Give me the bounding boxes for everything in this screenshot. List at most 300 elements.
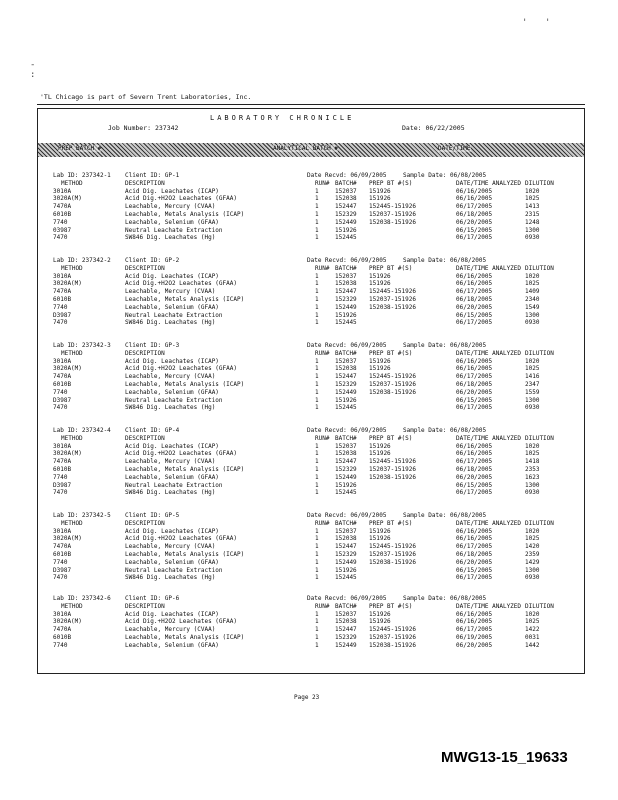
method-code: 7470A	[53, 373, 72, 381]
batch-number: 152447	[335, 288, 357, 296]
analyzed-date: 06/18/2005	[456, 380, 493, 388]
method-description: Neutral Leachate Extraction	[125, 311, 223, 319]
table-row	[53, 489, 573, 497]
analyzed-date: 06/18/2005	[456, 295, 493, 303]
analyzed-time: 2359	[525, 550, 540, 558]
col-method: METHOD	[61, 179, 83, 187]
sample-date: Sample Date: 06/08/2005	[403, 342, 487, 349]
prep-batch: 151926	[369, 450, 391, 458]
prep-batch: 151926	[369, 442, 391, 450]
prep-batch: 152037-151926	[369, 465, 416, 473]
batch-number: 152038	[335, 535, 357, 543]
column-header	[53, 520, 573, 528]
method-code: 7470	[53, 319, 68, 327]
col-run: RUN#	[315, 434, 330, 442]
sample-block	[53, 427, 573, 497]
run-number: 1	[315, 373, 319, 381]
col-method: METHOD	[61, 349, 83, 357]
lab-id: Lab ID: 237342-1	[53, 172, 111, 179]
table-row	[53, 626, 573, 634]
method-code: 3020A(M)	[53, 618, 82, 626]
method-description: Acid Dig.+H2O2 Leachates (GFAA)	[125, 280, 237, 288]
run-number: 1	[315, 234, 319, 242]
run-number: 1	[315, 311, 319, 319]
fax-band-left: PREP BATCH #	[58, 145, 102, 152]
sample-block	[53, 512, 573, 582]
run-number: 1	[315, 558, 319, 566]
table-row	[53, 559, 573, 567]
method-code: 3010A	[53, 187, 72, 195]
analyzed-time: 0930	[525, 234, 540, 242]
table-row	[53, 203, 573, 211]
analyzed-time: 1559	[525, 388, 540, 396]
batch-number: 151926	[335, 481, 357, 489]
batch-number: 152037	[335, 610, 357, 618]
col-method: METHOD	[61, 602, 83, 610]
table-row	[53, 288, 573, 296]
sample-header	[53, 595, 573, 603]
batch-number: 152447	[335, 543, 357, 551]
analyzed-date: 06/20/2005	[456, 303, 493, 311]
table-row	[53, 634, 573, 642]
analyzed-date: 06/16/2005	[456, 450, 493, 458]
analyzed-time: 1300	[525, 566, 540, 574]
batch-number: 151926	[335, 566, 357, 574]
analyzed-time: 1020	[525, 527, 540, 535]
column-header	[53, 180, 573, 188]
run-number: 1	[315, 226, 319, 234]
method-description: Leachable, Mercury (CVAA)	[125, 626, 216, 634]
table-row	[53, 450, 573, 458]
batch-number: 152038	[335, 618, 357, 626]
col-dilution: DILUTION	[525, 434, 554, 442]
table-row	[53, 227, 573, 235]
method-description: Leachable, Mercury (CVAA)	[125, 543, 216, 551]
analyzed-time: 1025	[525, 535, 540, 543]
analyzed-date: 06/18/2005	[456, 210, 493, 218]
analyzed-date: 06/15/2005	[456, 226, 493, 234]
analyzed-date: 06/18/2005	[456, 465, 493, 473]
analyzed-date: 06/18/2005	[456, 550, 493, 558]
analyzed-time: 2353	[525, 465, 540, 473]
analyzed-time: 1020	[525, 357, 540, 365]
prep-batch: 152038-151926	[369, 303, 416, 311]
lab-id: Lab ID: 237342-3	[53, 342, 111, 349]
date-received: Date Recvd: 06/09/2005	[307, 172, 387, 179]
prep-batch: 151926	[369, 280, 391, 288]
method-description: Leachable, Metals Analysis (ICAP)	[125, 295, 245, 303]
method-code: 7470	[53, 574, 68, 582]
col-run: RUN#	[315, 264, 330, 272]
col-batch: BATCH#	[335, 349, 357, 357]
method-code: D3987	[53, 396, 72, 404]
col-prep: PREP BT #(S)	[369, 264, 413, 272]
date-received: Date Recvd: 06/09/2005	[307, 342, 387, 349]
method-description: Leachable, Selenium (GFAA)	[125, 641, 219, 649]
run-number: 1	[315, 489, 319, 497]
analyzed-time: 1025	[525, 195, 540, 203]
sample-block	[53, 172, 573, 242]
run-number: 1	[315, 210, 319, 218]
run-number: 1	[315, 473, 319, 481]
sample-date: Sample Date: 06/08/2005	[403, 595, 487, 602]
run-number: 1	[315, 566, 319, 574]
method-code: 7470	[53, 489, 68, 497]
analyzed-date: 06/17/2005	[456, 543, 493, 551]
prep-batch: 152445-151926	[369, 203, 416, 211]
prep-batch: 152445-151926	[369, 373, 416, 381]
analyzed-time: 0930	[525, 404, 540, 412]
date-received: Date Recvd: 06/09/2005	[307, 512, 387, 519]
analyzed-time: 1409	[525, 288, 540, 296]
batch-number: 152038	[335, 365, 357, 373]
col-datetime: DATE/TIME ANALYZED	[456, 519, 522, 527]
table-row	[53, 211, 573, 219]
table-row	[53, 458, 573, 466]
col-datetime: DATE/TIME ANALYZED	[456, 264, 522, 272]
client-id: Client ID: GP-4	[125, 427, 180, 434]
batch-number: 151926	[335, 396, 357, 404]
method-code: 7740	[53, 388, 68, 396]
table-row	[53, 535, 573, 543]
prep-batch: 152038-151926	[369, 388, 416, 396]
analyzed-date: 06/17/2005	[456, 319, 493, 327]
run-number: 1	[315, 218, 319, 226]
batch-number: 152447	[335, 626, 357, 634]
client-id: Client ID: GP-2	[125, 257, 180, 264]
batch-number: 152445	[335, 234, 357, 242]
analyzed-date: 06/16/2005	[456, 442, 493, 450]
analyzed-time: 1442	[525, 641, 540, 649]
method-code: 6010B	[53, 633, 72, 641]
method-description: Acid Dig. Leachates (ICAP)	[125, 527, 219, 535]
col-datetime: DATE/TIME ANALYZED	[456, 434, 522, 442]
method-code: 7470	[53, 234, 68, 242]
sample-block	[53, 595, 573, 650]
batch-number: 152037	[335, 272, 357, 280]
method-description: SW846 Dig. Leachates (Hg)	[125, 319, 216, 327]
run-number: 1	[315, 535, 319, 543]
analyzed-time: 1025	[525, 450, 540, 458]
method-description: Leachable, Selenium (GFAA)	[125, 303, 219, 311]
method-code: D3987	[53, 566, 72, 574]
method-code: 7740	[53, 218, 68, 226]
method-description: Acid Dig.+H2O2 Leachates (GFAA)	[125, 365, 237, 373]
table-row	[53, 466, 573, 474]
header-note: 'TL Chicago is part of Severn Trent Laboratories, Inc.	[40, 93, 252, 101]
method-code: 03987	[53, 226, 72, 234]
run-number: 1	[315, 633, 319, 641]
analyzed-time: 1420	[525, 543, 540, 551]
bates-stamp: MWG13-15_19633	[441, 749, 568, 766]
col-description: DESCRIPTION	[125, 602, 165, 610]
analyzed-time: 1020	[525, 272, 540, 280]
analyzed-time: 1025	[525, 365, 540, 373]
method-code: 3020A(M)	[53, 450, 82, 458]
method-description: Acid Dig.+H2O2 Leachates (GFAA)	[125, 195, 237, 203]
analyzed-time: 1429	[525, 558, 540, 566]
prep-batch: 152445-151926	[369, 543, 416, 551]
method-description: Acid Dig.+H2O2 Leachates (GFAA)	[125, 618, 237, 626]
sample-date: Sample Date: 06/08/2005	[403, 172, 487, 179]
col-dilution: DILUTION	[525, 602, 554, 610]
analyzed-time: 1300	[525, 396, 540, 404]
batch-number: 152329	[335, 550, 357, 558]
batch-number: 152449	[335, 218, 357, 226]
analyzed-time: 0930	[525, 574, 540, 582]
sample-block	[53, 342, 573, 412]
run-number: 1	[315, 365, 319, 373]
batch-number: 152037	[335, 527, 357, 535]
method-code: 7470A	[53, 288, 72, 296]
col-dilution: DILUTION	[525, 264, 554, 272]
col-prep: PREP BT #(S)	[369, 179, 413, 187]
analyzed-date: 06/16/2005	[456, 195, 493, 203]
analyzed-time: 1623	[525, 473, 540, 481]
sample-date: Sample Date: 06/08/2005	[403, 427, 487, 434]
method-code: D3987	[53, 481, 72, 489]
col-description: DESCRIPTION	[125, 264, 165, 272]
analyzed-time: 1413	[525, 203, 540, 211]
prep-batch: 152038-151926	[369, 558, 416, 566]
sample-header	[53, 342, 573, 350]
analyzed-date: 06/20/2005	[456, 473, 493, 481]
col-batch: BATCH#	[335, 519, 357, 527]
run-number: 1	[315, 195, 319, 203]
method-code: 7470A	[53, 203, 72, 211]
col-method: METHOD	[61, 264, 83, 272]
table-row	[53, 443, 573, 451]
table-row	[53, 358, 573, 366]
run-number: 1	[315, 450, 319, 458]
run-number: 1	[315, 465, 319, 473]
batch-number: 152037	[335, 357, 357, 365]
scan-mark: '	[545, 18, 551, 28]
analyzed-time: 1422	[525, 626, 540, 634]
analyzed-time: 1300	[525, 481, 540, 489]
analyzed-date: 06/15/2005	[456, 566, 493, 574]
prep-batch: 152037-151926	[369, 633, 416, 641]
analyzed-time: 1020	[525, 442, 540, 450]
method-description: Leachable, Selenium (GFAA)	[125, 558, 219, 566]
method-description: Leachable, Mercury (CVAA)	[125, 203, 216, 211]
scan-mark: -	[30, 60, 36, 70]
analyzed-date: 06/16/2005	[456, 357, 493, 365]
analyzed-date: 06/17/2005	[456, 404, 493, 412]
run-number: 1	[315, 357, 319, 365]
method-description: Neutral Leachate Extraction	[125, 481, 223, 489]
sample-header	[53, 427, 573, 435]
run-number: 1	[315, 527, 319, 535]
run-number: 1	[315, 203, 319, 211]
batch-number: 152329	[335, 633, 357, 641]
table-row	[53, 543, 573, 551]
batch-number: 152037	[335, 187, 357, 195]
table-row	[53, 474, 573, 482]
batch-number: 152449	[335, 473, 357, 481]
batch-number: 152449	[335, 641, 357, 649]
method-code: 3010A	[53, 272, 72, 280]
table-row	[53, 234, 573, 242]
analyzed-date: 06/20/2005	[456, 558, 493, 566]
table-row	[53, 404, 573, 412]
table-row	[53, 296, 573, 304]
method-code: 3010A	[53, 357, 72, 365]
method-code: 7740	[53, 473, 68, 481]
col-datetime: DATE/TIME ANALYZED	[456, 349, 522, 357]
col-run: RUN#	[315, 349, 330, 357]
run-number: 1	[315, 288, 319, 296]
col-datetime: DATE/TIME ANALYZED	[456, 602, 522, 610]
sample-block	[53, 257, 573, 327]
method-code: 6010B	[53, 210, 72, 218]
fax-band-right: DATE/TIME	[438, 145, 471, 152]
prep-batch: 151926	[369, 357, 391, 365]
date-received: Date Recvd: 06/09/2005	[307, 595, 387, 602]
analyzed-date: 06/17/2005	[456, 574, 493, 582]
col-method: METHOD	[61, 434, 83, 442]
col-datetime: DATE/TIME ANALYZED	[456, 179, 522, 187]
table-row	[53, 397, 573, 405]
top-rule	[37, 104, 585, 105]
col-description: DESCRIPTION	[125, 349, 165, 357]
method-code: 6010B	[53, 380, 72, 388]
col-prep: PREP BT #(S)	[369, 434, 413, 442]
method-description: Neutral Leachate Extraction	[125, 226, 223, 234]
table-row	[53, 195, 573, 203]
col-description: DESCRIPTION	[125, 434, 165, 442]
method-code: 7470	[53, 404, 68, 412]
run-number: 1	[315, 280, 319, 288]
prep-batch: 151926	[369, 195, 391, 203]
method-description: Leachable, Mercury (CVAA)	[125, 288, 216, 296]
batch-number: 152329	[335, 465, 357, 473]
analyzed-date: 06/17/2005	[456, 373, 493, 381]
analyzed-date: 06/15/2005	[456, 481, 493, 489]
prep-batch: 152445-151926	[369, 288, 416, 296]
run-number: 1	[315, 295, 319, 303]
analyzed-date: 06/15/2005	[456, 311, 493, 319]
method-description: Leachable, Metals Analysis (ICAP)	[125, 465, 245, 473]
table-row	[53, 528, 573, 536]
batch-number: 151926	[335, 311, 357, 319]
method-description: Leachable, Selenium (GFAA)	[125, 388, 219, 396]
prep-batch: 151926	[369, 610, 391, 618]
col-dilution: DILUTION	[525, 179, 554, 187]
method-code: 3010A	[53, 442, 72, 450]
prep-batch: 152038-151926	[369, 218, 416, 226]
method-description: SW846 Dig. Leachates (Hg)	[125, 574, 216, 582]
analyzed-date: 06/16/2005	[456, 618, 493, 626]
run-number: 1	[315, 388, 319, 396]
prep-batch: 151926	[369, 527, 391, 535]
method-code: 7740	[53, 641, 68, 649]
prep-batch: 152037-151926	[369, 550, 416, 558]
run-number: 1	[315, 550, 319, 558]
method-description: SW846 Dig. Leachates (Hg)	[125, 234, 216, 242]
run-number: 1	[315, 442, 319, 450]
analyzed-time: 1025	[525, 618, 540, 626]
method-code: 6010B	[53, 295, 72, 303]
page-number: Page 23	[294, 694, 320, 701]
prep-batch: 152038-151926	[369, 641, 416, 649]
analyzed-time: 0930	[525, 489, 540, 497]
prep-batch: 151926	[369, 535, 391, 543]
batch-number: 151926	[335, 226, 357, 234]
run-number: 1	[315, 458, 319, 466]
batch-number: 152445	[335, 489, 357, 497]
run-number: 1	[315, 187, 319, 195]
table-row	[53, 389, 573, 397]
report-date: Date: 06/22/2005	[402, 124, 465, 132]
method-description: Leachable, Metals Analysis (ICAP)	[125, 550, 245, 558]
batch-number: 152449	[335, 303, 357, 311]
table-row	[53, 567, 573, 575]
lab-id: Lab ID: 237342-4	[53, 427, 111, 434]
run-number: 1	[315, 396, 319, 404]
run-number: 1	[315, 626, 319, 634]
method-description: Leachable, Metals Analysis (ICAP)	[125, 380, 245, 388]
col-run: RUN#	[315, 519, 330, 527]
sample-date: Sample Date: 06/08/2005	[403, 512, 487, 519]
method-description: Leachable, Mercury (CVAA)	[125, 458, 216, 466]
analyzed-date: 06/17/2005	[456, 458, 493, 466]
run-number: 1	[315, 404, 319, 412]
analyzed-time: 1549	[525, 303, 540, 311]
run-number: 1	[315, 319, 319, 327]
analyzed-time: 0031	[525, 633, 540, 641]
method-description: Acid Dig. Leachates (ICAP)	[125, 610, 219, 618]
col-batch: BATCH#	[335, 264, 357, 272]
batch-number: 152447	[335, 458, 357, 466]
run-number: 1	[315, 618, 319, 626]
analyzed-date: 06/20/2005	[456, 388, 493, 396]
prep-batch: 152037-151926	[369, 295, 416, 303]
method-code: 7740	[53, 558, 68, 566]
sample-header	[53, 172, 573, 180]
analyzed-date: 06/16/2005	[456, 365, 493, 373]
prep-batch: 151926	[369, 365, 391, 373]
analyzed-time: 1020	[525, 610, 540, 618]
col-dilution: DILUTION	[525, 519, 554, 527]
run-number: 1	[315, 543, 319, 551]
analyzed-time: 1248	[525, 218, 540, 226]
method-code: 3020A(M)	[53, 365, 82, 373]
col-description: DESCRIPTION	[125, 519, 165, 527]
col-batch: BATCH#	[335, 434, 357, 442]
method-code: 6010B	[53, 550, 72, 558]
analyzed-date: 06/20/2005	[456, 641, 493, 649]
col-run: RUN#	[315, 602, 330, 610]
scan-mark: :	[30, 70, 36, 80]
scan-mark: '	[522, 18, 528, 28]
col-prep: PREP BT #(S)	[369, 349, 413, 357]
run-number: 1	[315, 272, 319, 280]
analyzed-date: 06/17/2005	[456, 626, 493, 634]
col-method: METHOD	[61, 519, 83, 527]
method-description: Leachable, Mercury (CVAA)	[125, 373, 216, 381]
analyzed-time: 1418	[525, 458, 540, 466]
batch-number: 152447	[335, 373, 357, 381]
batch-number: 152038	[335, 195, 357, 203]
date-received: Date Recvd: 06/09/2005	[307, 427, 387, 434]
table-row	[53, 365, 573, 373]
analyzed-date: 06/16/2005	[456, 535, 493, 543]
method-description: Neutral Leachate Extraction	[125, 396, 223, 404]
col-dilution: DILUTION	[525, 349, 554, 357]
prep-batch: 151926	[369, 618, 391, 626]
column-header	[53, 435, 573, 443]
